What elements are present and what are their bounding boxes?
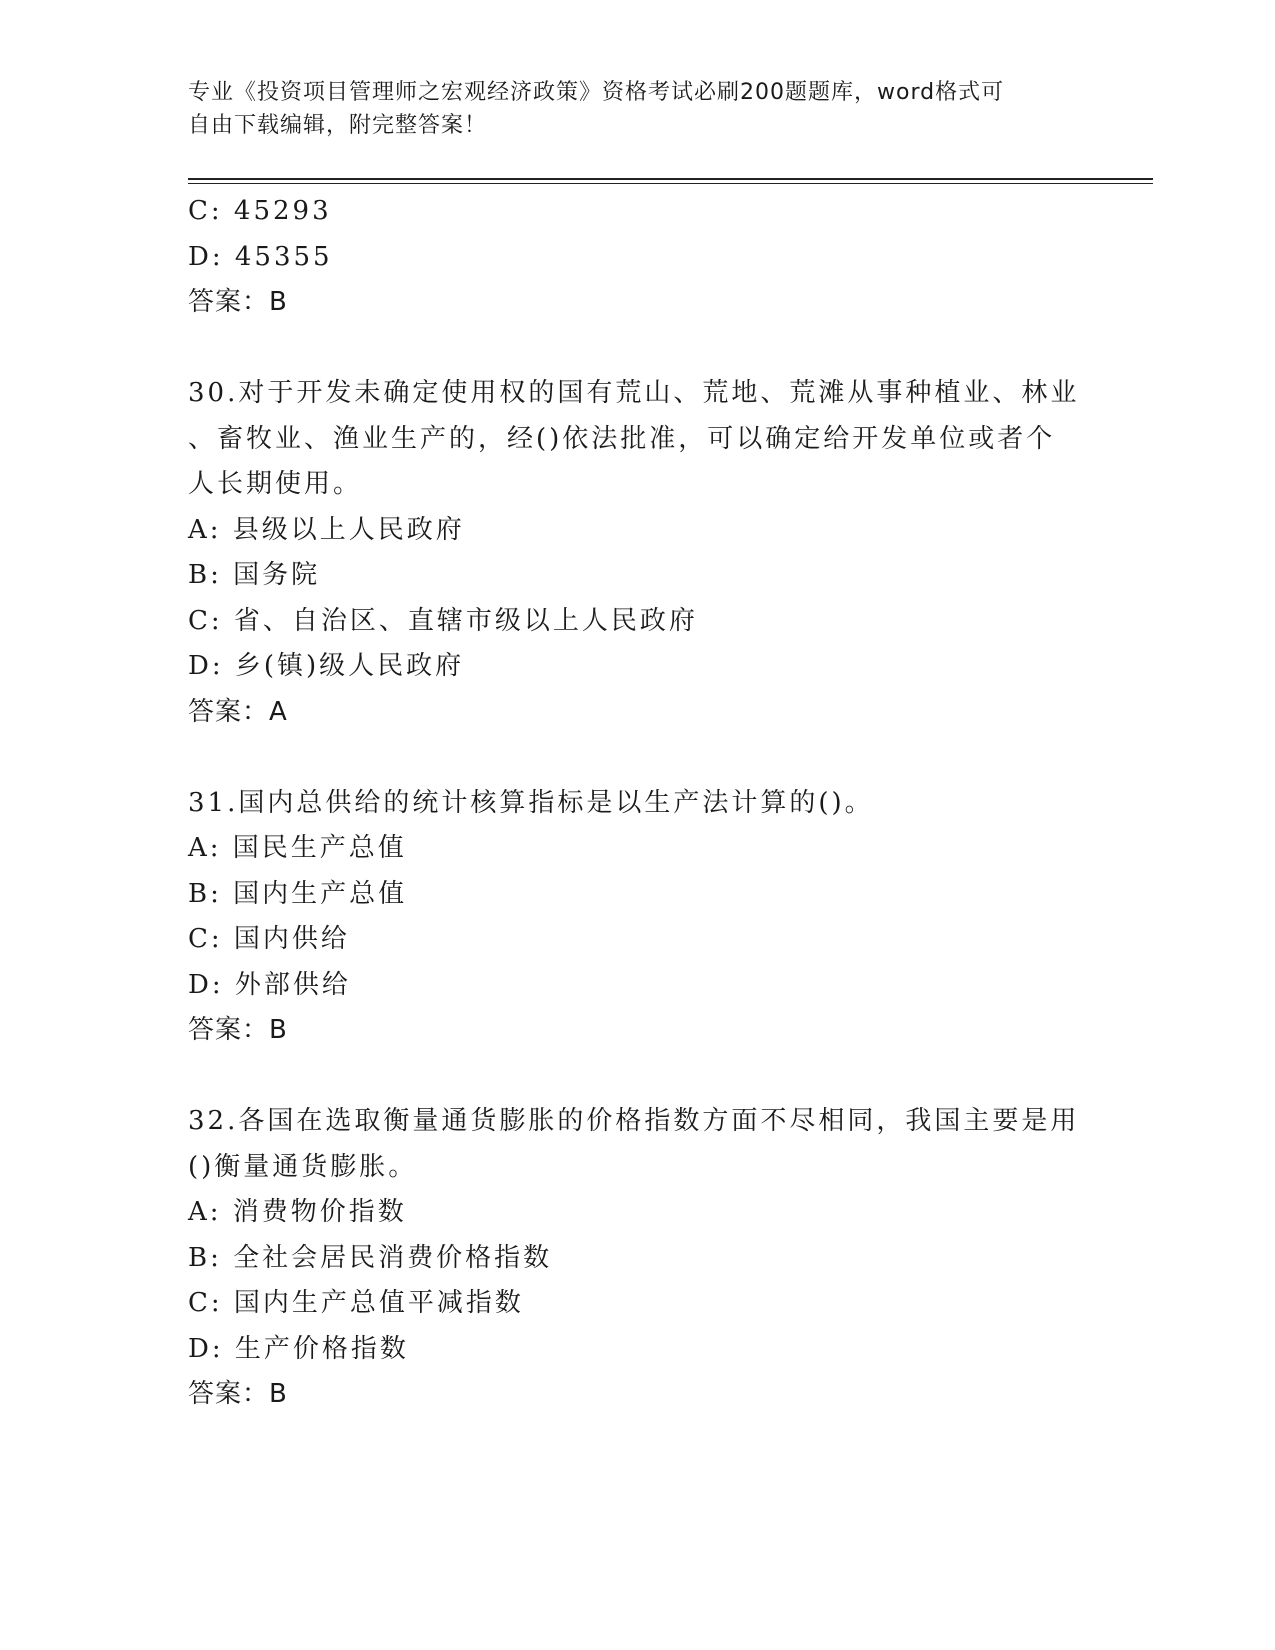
question-block-30 [188,371,1088,735]
header-divider-thick [188,178,1153,180]
answer-line: 答案：B [188,1379,288,1409]
option-a: A: 国民生产总值 [188,833,407,863]
option-a: A: 消费物价指数 [188,1197,407,1227]
option-c: C: 国内供给 [188,924,350,954]
option-d: D: 外部供给 [188,969,351,1000]
header-line-2: 自由下载编辑，附完整答案！ [188,113,488,138]
answer-line: 答案：A [188,696,288,727]
spacer [188,735,1088,781]
spacer [188,1054,1088,1100]
document-header [188,76,1068,142]
option-c: C: 45293 [188,196,332,226]
header-divider-thin [188,183,1153,184]
question-text-line: 32.各国在选取衡量通货膨胀的价格指数方面不尽相同，我国主要是用 [188,1106,1080,1136]
question-text-line: 31.国内总供给的统计核算指标是以生产法计算的()。 [188,787,874,818]
option-d: D: 45355 [188,241,333,272]
option-a: A: 县级以上人民政府 [188,514,465,545]
option-c: C: 省、自治区、直辖市级以上人民政府 [188,605,698,636]
answer-line: 答案：B [188,1015,288,1045]
continued-question-block [188,189,1088,326]
option-d: D: 生产价格指数 [188,1333,409,1364]
option-c: C: 国内生产总值平减指数 [188,1288,524,1318]
option-b: B: 全社会居民消费价格指数 [188,1242,553,1273]
spacer [188,326,1088,372]
option-b: B: 国内生产总值 [188,878,408,909]
question-content [188,189,1088,1418]
header-line-1: 专业《投资项目管理师之宏观经济政策》资格考试必刷200题题库，word格式可 [188,80,1005,105]
question-text-line: 、畜牧业、渔业生产的，经()依法批准，可以确定给开发单位或者个 [188,423,1056,454]
option-b: B: 国务院 [188,560,321,590]
question-block-31 [188,781,1088,1054]
answer-line: 答案：B [188,287,288,317]
question-block-32 [188,1099,1088,1418]
question-text-line: ()衡量通货膨胀。 [188,1151,418,1182]
option-d: D: 乡(镇)级人民政府 [188,651,465,681]
question-text-line: 人长期使用。 [188,469,363,499]
question-text-line: 30.对于开发未确定使用权的国有荒山、荒地、荒滩从事种植业、林业 [188,378,1080,408]
